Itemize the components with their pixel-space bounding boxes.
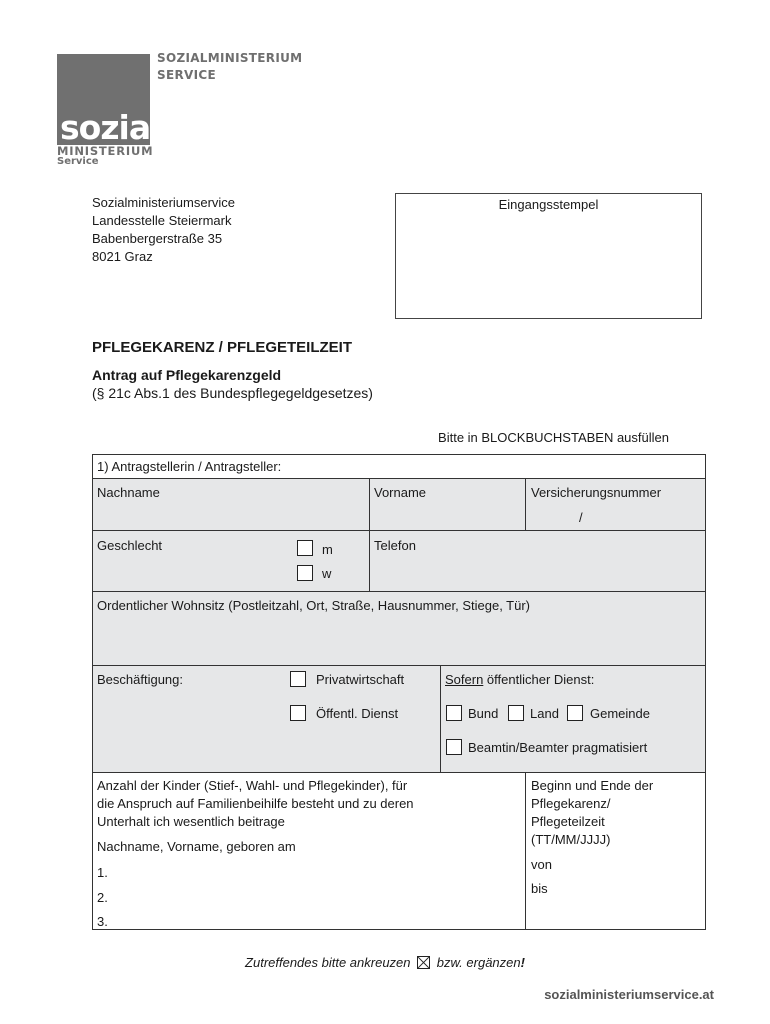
footer-note	[0, 955, 770, 970]
kinder-line2: die Anspruch auf Familienbeihilfe besteht und zu deren	[97, 796, 414, 811]
beginn-line3: Pflegeteilzeit	[531, 814, 605, 829]
address-line4: 8021 Graz	[92, 249, 153, 264]
footer-note-a: Zutreffendes bitte ankreuzen	[245, 955, 411, 970]
kinder-line1: Anzahl der Kinder (Stief-, Wahl- und Pflegekinder), für	[97, 778, 408, 793]
footer-note-exclamation: !	[520, 955, 525, 970]
checkbox-privatwirtschaft[interactable]	[290, 671, 306, 687]
sofern-underlined: Sofern	[445, 672, 484, 687]
page-title: PFLEGEKARENZ / PFLEGETEILZEIT	[92, 339, 353, 356]
bund-label: Bund	[468, 706, 499, 721]
legal-reference: (§ 21c Abs.1 des Bundespflegegeldgesetzes)	[92, 385, 373, 401]
opt-w-label: w	[322, 566, 332, 581]
checkbox-beamtin[interactable]	[446, 739, 462, 755]
beginn-line4: (TT/MM/JJJJ)	[531, 832, 611, 847]
beginn-line2: Pflegekarenz/	[531, 796, 611, 811]
logo-brand-line1: SOZIALMINISTERIUM	[157, 51, 303, 65]
kind-3[interactable]: 3.	[97, 914, 108, 929]
oeffentlicher-dienst-label: öffentlicher Dienst:	[483, 672, 595, 687]
gemeinde-label: Gemeinde	[590, 706, 650, 721]
kinder-line3: Unterhalt ich wesentlich beitrage	[97, 814, 285, 829]
vorname-label: Vorname	[374, 485, 427, 500]
logo-sub1: MINISTERIUM	[57, 144, 154, 158]
versicherungsnummer-field[interactable]	[525, 478, 706, 531]
oeffentlicher-dienst-cell	[440, 665, 706, 773]
checkbox-m[interactable]	[297, 540, 313, 556]
checkbox-gemeinde[interactable]	[567, 705, 583, 721]
wohnsitz-field[interactable]	[92, 591, 706, 666]
vsnr-separator: /	[579, 510, 583, 525]
page-subtitle: Antrag auf Pflegekarenzgeld	[92, 367, 282, 383]
nachname-field[interactable]	[92, 478, 370, 531]
geschlecht-cell	[92, 530, 370, 592]
kinder-line4: Nachname, Vorname, geboren am	[97, 839, 296, 854]
wohnsitz-label: Ordentlicher Wohnsitz (Postleitzahl, Ort, Straße, Hausnummer, Stiege, Tür)	[97, 598, 531, 613]
footer-note-b: bzw. ergänzen	[436, 955, 521, 970]
logo-sub2: Service	[57, 156, 99, 167]
kinder-cell	[92, 772, 526, 930]
crossed-box-icon	[417, 956, 430, 969]
kind-1[interactable]: 1.	[97, 865, 108, 880]
stamp-box	[395, 193, 702, 319]
checkbox-w[interactable]	[297, 565, 313, 581]
kind-2[interactable]: 2.	[97, 890, 108, 905]
address-line3: Babenbergerstraße 35	[92, 231, 223, 246]
fill-hint: Bitte in BLOCKBUCHSTABEN ausfüllen	[438, 430, 669, 445]
recipient-address	[92, 194, 235, 266]
zeitraum-cell	[525, 772, 706, 930]
logo-brand-line2: SERVICE	[157, 68, 216, 82]
beginn-line1: Beginn und Ende der	[531, 778, 654, 793]
nachname-label: Nachname	[97, 485, 160, 500]
beamtin-label: Beamtin/Beamter pragmatisiert	[468, 740, 648, 755]
beschaeftigung-label: Beschäftigung:	[97, 672, 184, 687]
telefon-field[interactable]	[369, 530, 706, 592]
von-label[interactable]: von	[531, 857, 552, 872]
beschaeftigung-cell	[92, 665, 441, 773]
bis-label[interactable]: bis	[531, 881, 548, 896]
privatwirtschaft-label: Privatwirtschaft	[316, 672, 405, 687]
address-line1: Sozialministeriumservice	[92, 195, 236, 210]
telefon-label: Telefon	[374, 538, 416, 553]
section-header	[92, 454, 706, 479]
geschlecht-label: Geschlecht	[97, 538, 163, 553]
logo-word: sozial	[60, 108, 161, 147]
checkbox-bund[interactable]	[446, 705, 462, 721]
stamp-label: Eingangsstempel	[498, 197, 599, 212]
section-title: 1) Antragstellerin / Antragsteller:	[97, 459, 282, 474]
land-label: Land	[530, 706, 559, 721]
vorname-field[interactable]	[369, 478, 526, 531]
website-url: sozialministeriumservice.at	[544, 987, 714, 1002]
checkbox-land[interactable]	[508, 705, 524, 721]
opt-m-label: m	[322, 542, 333, 557]
oeffentl-dienst-label: Öffentl. Dienst	[316, 706, 399, 721]
versicherungsnummer-label: Versicherungsnummer	[531, 485, 662, 500]
address-line2: Landesstelle Steiermark	[92, 213, 232, 228]
sofern-label	[445, 672, 594, 687]
checkbox-oeffentl-dienst[interactable]	[290, 705, 306, 721]
